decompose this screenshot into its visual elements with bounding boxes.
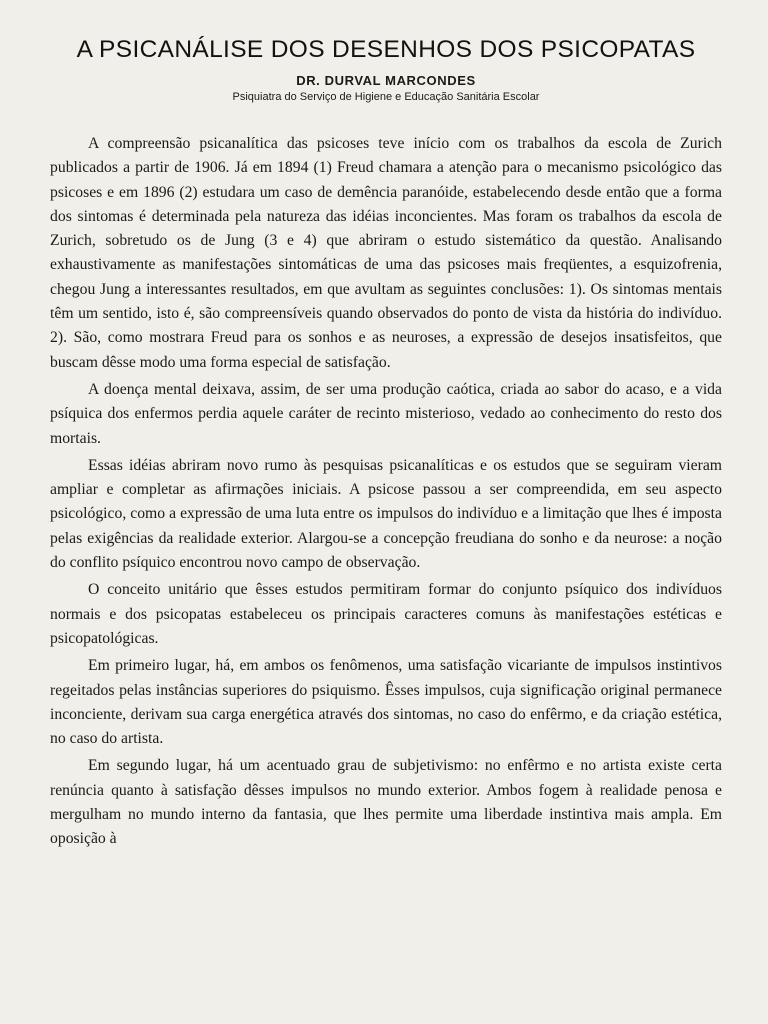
article-body (50, 132, 722, 852)
article-title: A PSICANÁLISE DOS DESENHOS DOS PSICOPATAS (76, 36, 696, 63)
author-name: DR. DURVAL MARCONDES (296, 73, 476, 88)
author-affiliation: Psiquiatra do Serviço de Higiene e Educação Sanitária Escolar (232, 91, 540, 103)
paragraph: Essas idéias abriram novo rumo às pesquisas psicanalíticas e os estudos que se seguiram vieram ampliar e completar as afirmações iniciais. A psicose passou a ser compreendida, em seu aspecto psicológico, como a expressão de uma luta entre os impulsos do indivíduo e a limitação que lhes é imposta pelas exigências da realidade exterior. Alargou-se a concepção freudiana do sonho e da neurose: a noção do conflito psíquico encontrou novo campo de observação. (50, 456, 722, 572)
paragraph: A doença mental deixava, assim, de ser uma produção caótica, criada ao sabor do acaso, e a vida psíquica dos enfermos perdia aquele caráter de recinto misterioso, vedado ao conhecimento do resto dos mortais. (50, 380, 722, 447)
paragraph: Em segundo lugar, há um acentuado grau de subjetivismo: no enfêrmo e no artista existe certa renúncia quanto à satisfação dêsses impulsos no mundo exterior. Ambos fogem à realidade penosa e mergulham no mundo interno da fantasia, que lhes permite uma liberdade instintiva mais ampla. Em oposição à (50, 757, 722, 848)
paragraph: O conceito unitário que êsses estudos permitiram formar do conjunto psíquico dos indivíduos normais e dos psicopatas estabeleceu os principais caracteres comuns às manifestações estéticas e psicopatológicas. (50, 581, 722, 647)
paragraph: A compreensão psicanalítica das psicoses teve início com os trabalhos da escola de Zurich publicados a partir de 1906. Já em 1894 (1) Freud chamara a atenção para o mecanismo psicológico das psicoses e em 1896 (2) estudara um caso de demência paranóide, estabelecendo desde então que a forma dos sintomas é determinada pela natureza das idéias inconcientes. Mas foram os trabalhos da escola de Zurich, sobretudo os de Jung (3 e 4) que abriram o estudo sistemático da questão. Analisando exhaustivamente as manifestações sintomáticas de uma das psicoses mais freqüentes, a esquizofrenia, chegou Jung a interessantes resultados, em que avultam as seguintes conclusões: 1). Os sintomas mentais têm um sentido, isto é, são compreensíveis quando observados do ponto de vista da história do indivíduo. 2). São, como mostrara Freud para os sonhos e as neuroses, a expressão de desejos insatisfeitos, que buscam dêsse modo uma forma especial de satisfação. (50, 135, 722, 371)
paragraph: Em primeiro lugar, há, em ambos os fenômenos, uma satisfação vicariante de impulsos instintivos regeitados pelas instâncias superiores do psiquismo. Êsses impulsos, cuja significação original permanece inconciente, derivam sua carga energética através dos sintomas, no caso do enfêrmo, e da criação estética, no caso do artista. (50, 657, 722, 748)
